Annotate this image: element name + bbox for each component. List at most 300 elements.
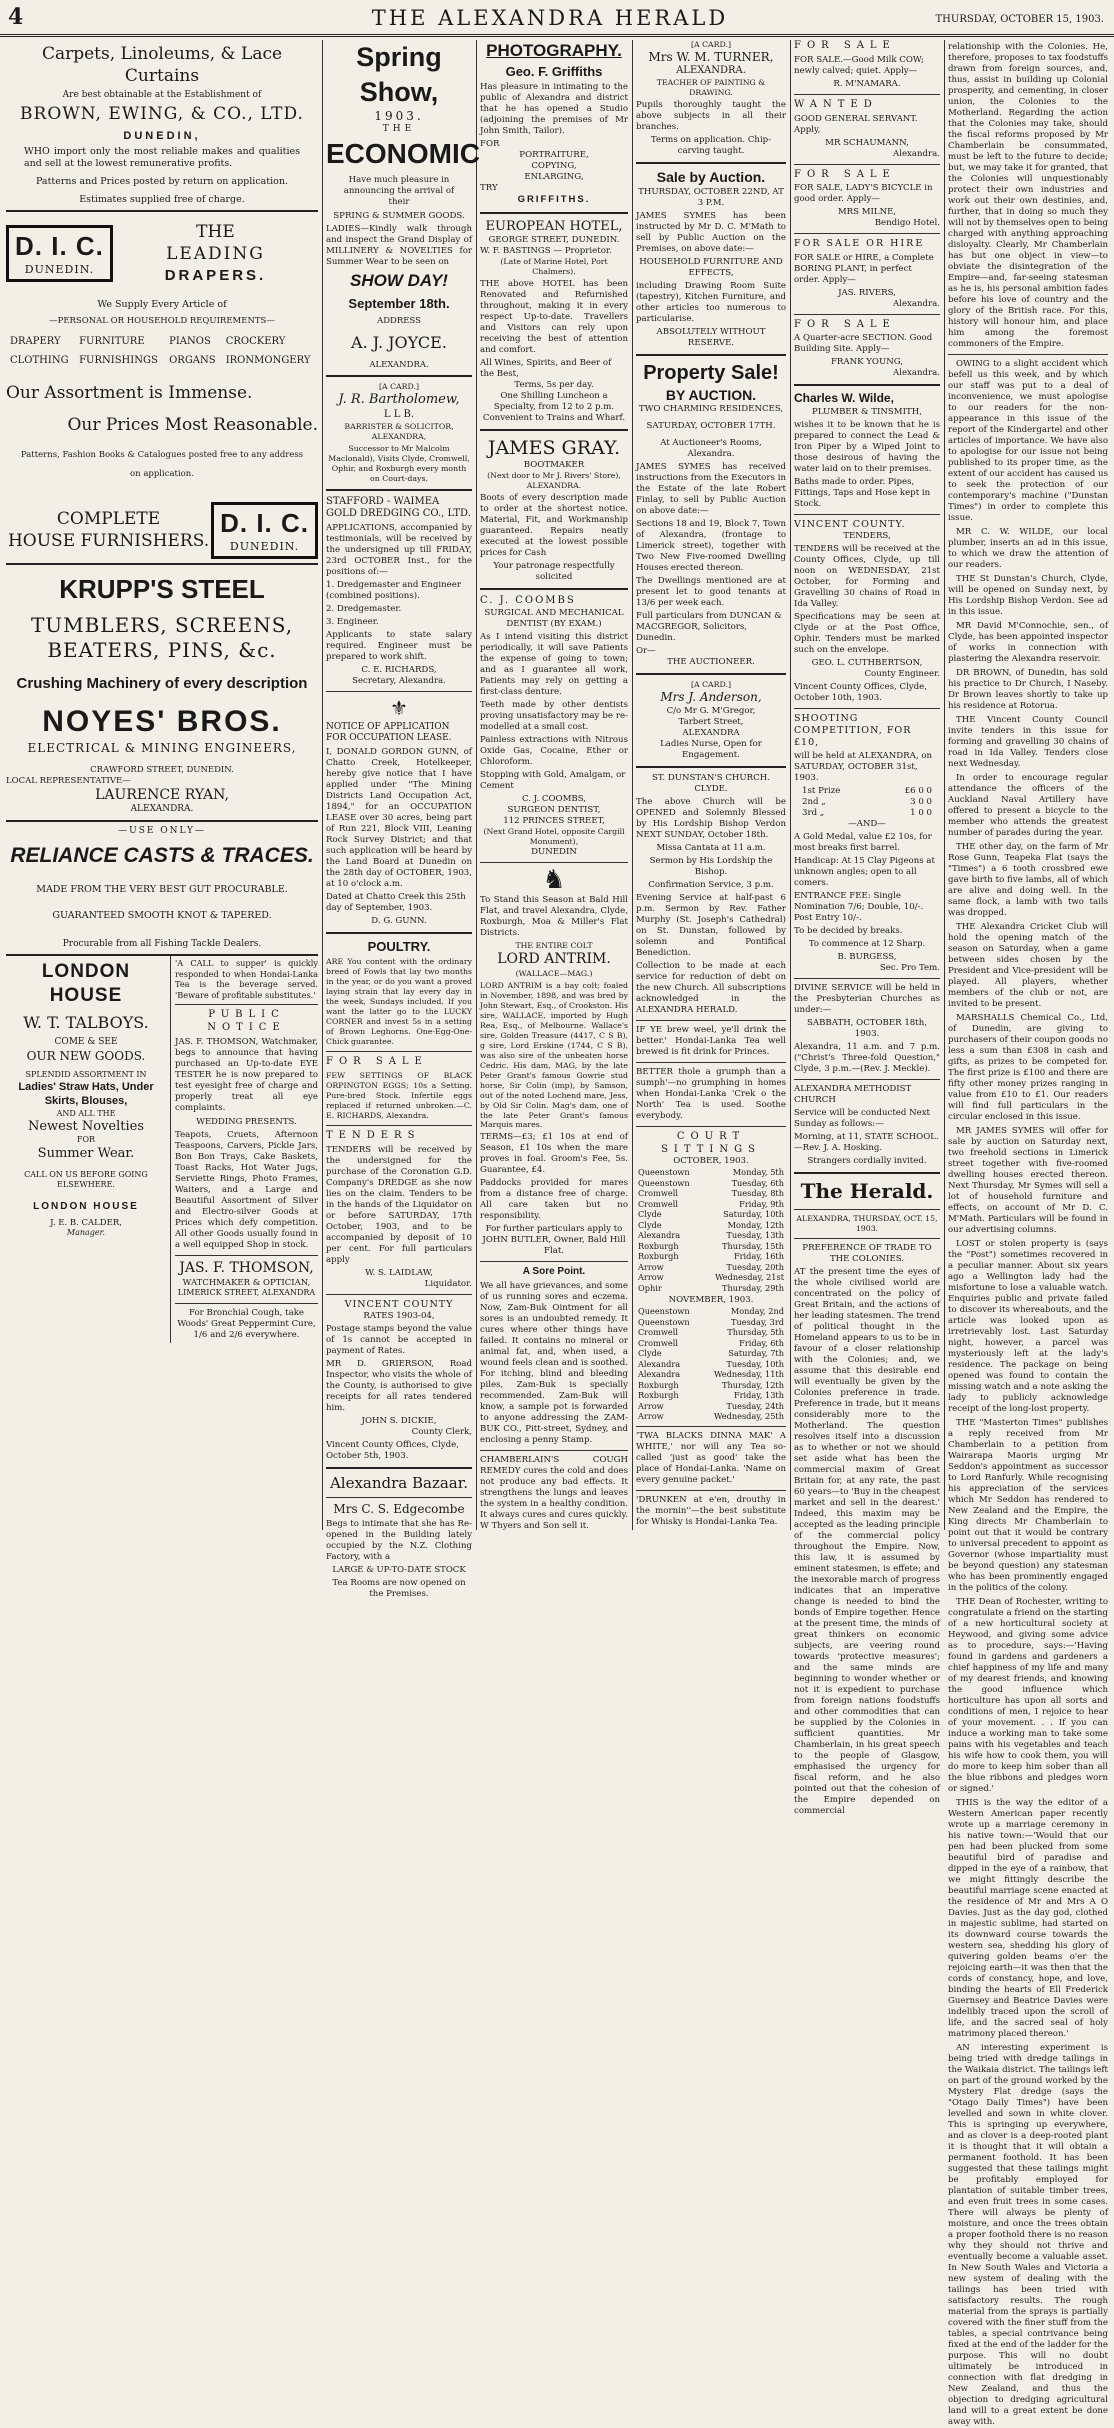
turner-body: Pupils thoroughly taught the above subjects in all their branches. <box>636 100 786 133</box>
court-october: OCTOBER, 1903. <box>673 1156 749 1167</box>
masthead <box>0 0 1114 37</box>
property-or: Or— <box>636 646 656 657</box>
court-row <box>636 1262 786 1273</box>
wilde-baths: Baths made to order. Pipes, Fittings, Taps and Hose kept in Stock. <box>794 476 931 509</box>
court-row <box>636 1338 786 1349</box>
wanted-body: GOOD GENERAL SERVANT. Apply, <box>794 113 918 135</box>
wilde-body: wishes it to be known that he is prepared to connect the Lead & Iron Piper by a Wiped Joint to those desirous of having the water laid on to their premises. <box>794 419 940 474</box>
turner-teacher: TEACHER OF PAINTING & DRAWING. <box>656 78 766 98</box>
stafford-applicants: Applicants to state salary required. Engineer must be prepared to work shift. <box>326 630 472 663</box>
show-date: September 18th. <box>348 295 450 311</box>
dic-the: THE <box>196 222 235 243</box>
court-row <box>636 1369 786 1380</box>
court-place: Cromwell <box>638 1188 678 1199</box>
gray-title: JAMES GRAY. <box>487 437 621 460</box>
news-item: THE Alexandra Cricket Club will hold the opening match of the season on Saturday, when a game between sides chosen by the President and Vice-president will be played. All players, whether members of the club or not, are invited to be present. <box>948 922 1108 1009</box>
news-item: LOST or stolen property is (says the "Post") sometimes recovered in a peculiar manner. About six years ago a Wellington lady had the misfortune to lose a valuable watch. Enquiries public and private failed to discover its whereabouts, and the article was looked upon as irretrievably lost. Last Saturday night, however, a parcel was mysteriously left at the lady's residence. The package on being opened was found to contain the missing watch and a note asking the lady to publicly acknowledge receipt of the long-lost property. <box>948 1239 1108 1414</box>
griffiths-service: PORTRAITURE, <box>519 150 589 161</box>
column-1 <box>6 40 318 1530</box>
editorial-continued: relationship with the Colonies. He, therefore, proposes to tax foodstuffs drawn from foreign sources, and, thus, assist in building up Colonial prosperity, and cementing, in closer union, the Colonies to the Motherland. Regarding the action that the Colonies may take, should the fiscal reforms proposed by Mr Chamberlain be consummated, must be left to the future to decide; but, we may take it for granted, that the Colonies will unquestionably protect their own industries and work out their own destinies, and, further, that in doing so much they will not by themselves open to being charged with anything approaching disloyalty. Clearly, Mr Chamberlain has but one object in view—to obviate the disintegration of the Empire—and, far-seeing statesman as he is, his personal ambition fades before his love of country and the glory of the British race. For this, history will honour him, and place him among the foremost commoners of the Empire. <box>948 42 1108 349</box>
court-nov-table <box>636 1306 786 1422</box>
carpets-town: DUNEDIN, <box>123 129 201 142</box>
court-row <box>636 1178 786 1189</box>
ad-bazaar <box>326 1474 472 1600</box>
hondai-drunken: 'DRUNKEN at e'en, drouthy in the mornin''—the best substitute for Whisky is Hondai-Lanka Tea. <box>636 1494 786 1527</box>
bicycle-town: Bendigo Hotel. <box>874 218 940 229</box>
property-auctioneer: THE AUCTIONEER. <box>667 657 755 668</box>
boring-town: Alexandra. <box>892 298 940 309</box>
antrim-title: LORD ANTRIM. <box>497 951 611 968</box>
london-house-footer: LONDON HOUSE <box>33 1200 139 1212</box>
dept-cell: DRAPERY <box>10 336 61 348</box>
poultry-body: ARE You content with the ordinary breed of Fowls that lay two months in the year, or do you want a proved laying strain that lay every day in the week, Sundays included. If you want the latter go to the LUCKY CORNER and invest 5s in a setting of Brown Leghorns. One-Egg-One-Chick guarantee. <box>326 957 472 1047</box>
court-place: Arrow <box>638 1272 664 1283</box>
shooting-burgess: B. BURGESS, <box>837 952 897 963</box>
court-date: Thursday, 12th <box>722 1379 784 1390</box>
london-also: AND ALL THE <box>56 1108 116 1118</box>
london-come: COME & SEE <box>54 1037 118 1048</box>
economic-have: Have much pleasure in announcing the arrival of their <box>343 174 455 207</box>
court-place: Roxburgh <box>638 1240 679 1251</box>
court-place: Cromwell <box>638 1337 678 1348</box>
auction-furniture: HOUSEHOLD FURNITURE AND EFFECTS, <box>639 256 783 278</box>
court-place: Cromwell <box>638 1327 678 1338</box>
barth-barrister: BARRISTER & SOLICITOR, ALEXANDRA, <box>344 421 454 441</box>
news-item: OWING to a slight accident which befell us this week, and by which our staff was put to a deal of inconvenience, we must apologise to our readers for the non-appearance in this issue of the report of the Kindergartel and other articles of importance. We have also to apologise for our issue not being published to its proper time, as the extent of our accident has caused us to seek the protection of our contemporary's machine ("Dunstan Times") in order to complete this issue. <box>948 359 1108 523</box>
lease-gunn: D. G. GUNN. <box>371 915 427 926</box>
dic-prices: Our Prices Most Reasonable. <box>67 414 318 435</box>
divine-body: Alexandra, 11 a.m. and 7 p.m. ("Christ's Three-fold Question," Clyde, 3 p.m.—(Rev. J. Meckle). <box>794 1042 940 1075</box>
bazaar-tearooms: Tea Rooms are now opened on the Premises. <box>332 1578 466 1600</box>
ad-forsale-section <box>794 319 940 380</box>
vcc-dickie: JOHN S. DICKIE, <box>361 1415 437 1426</box>
london-items: Ladies' Straw Hats, Under Skirts, Blouses, <box>18 1081 154 1108</box>
dunstan-body: The above Church will be OPENED and Solemnly Blessed by His Lordship Bishop Verdon NEXT SUNDAY, October 18th. <box>636 796 786 840</box>
vc-offices: Vincent County Offices, Clyde, October 10th, 1903. <box>794 681 927 703</box>
stafford-secretary: Secretary, Alexandra. <box>352 676 446 687</box>
carpets-body: WHO import only the most reliable makes and qualities and sell at the lowest remunerative profits. <box>24 145 300 169</box>
griffiths-service: ENLARGING, <box>524 172 584 183</box>
court-place: Arrow <box>638 1411 664 1422</box>
column-rule <box>632 40 633 1530</box>
shooting-entrance: ENTRANCE FEE: Single Nomination 7/6; Double, 10/-. Post Entry 10/-. <box>794 891 924 924</box>
stafford-position: 1. Dredgemaster and Engineer (combined positions). <box>326 580 461 602</box>
spring-year: 1903. <box>374 109 424 124</box>
joyce-town: ALEXANDRA. <box>369 359 429 370</box>
property-dwellings: The Dwellings mentioned are at present let to good tenants at 13/6 per week each. <box>636 576 786 609</box>
gray-patronage: Your patronage respectfully solicited <box>493 561 615 583</box>
carpets-estimates: Estimates supplied free of charge. <box>79 194 245 206</box>
court-place: Roxburgh <box>638 1379 679 1390</box>
public-notice-body: JAS. F. THOMSON, Watchmaker, begs to announce that having purchased an Up-to-date EYE TESTER he is now prepared to test eyesight free of charge and properly treat all eye complaints. <box>175 1036 318 1113</box>
vcc-clerk: County Clerk, <box>411 1426 472 1437</box>
lease-dated: Dated at Chatto Creek this 25th day of September, 1903. <box>326 891 466 913</box>
forsale-hire-title: FOR SALE OR HIRE <box>794 238 925 250</box>
court-row <box>636 1199 786 1210</box>
news-item: THIS is the way the editor of a Western American paper recently wrote up a marriage ceremony in his native town:—'Would that our pen had been plucked from some beautiful bird of paradise and dipped in the eye of a rainbow, that we might fittingly describe the beautiful marriage scene enacted at the residence of Mr and Mrs A O Davies. Just as the day god, clothed in majestic sublime, had started on its downward course towards the western sea, shedding his glory of quivering golden beams o'er the rejoicing earth—it was then that the cords of constancy, hope, and love, binding the hearts of Ell Frederick Guernsey and Beatrice Davies were indelibly traced upon the scroll of life, and the sacred seal of holy matrimony placed thereon.' <box>948 1798 1108 2039</box>
london-headline: LONDON HOUSE <box>41 961 131 1007</box>
coombs-painless: Painless extractions with Nitrous Oxide Gas, Cocaine, Ether or Chloroform. <box>480 735 628 768</box>
dic-logo-text: D. I. C. <box>220 508 309 539</box>
gray-address: (Next door to Mr J. Rivers' Store), ALEXANDRA. <box>487 471 621 491</box>
news-item: THE Dean of Rochester, writing to congratulate a friend on the starting of a new horticultural society at Heywood, and giving some advice as to procedure, says:—'Having found in gardens and gardeners a chief happiness of my life and many of my dearest friends, and knowing the good influence which horticulture has upon all sorts and conditions of men, I rejoice to hear of your movement. . . If you can induce a working man to take some pains with his vegetables and teach his wife how to cook them, you will do more to keep him sober than all the blue ribbons and pledges worn or signed.' <box>948 1597 1108 1794</box>
court-date: Wednesday, 25th <box>714 1411 784 1422</box>
newspaper-title: THE ALEXANDRA HERALD <box>371 6 729 30</box>
column-4 <box>636 40 786 1530</box>
court-row <box>636 1411 786 1422</box>
card-label: [A CARD.] <box>690 40 732 49</box>
court-date: Thursday, 15th <box>722 1240 784 1251</box>
hondai-twa: 'TWA BLACKS DINNA MAK' A WHITE,' nor will any Tea so-called 'just as good' take the place of Hondai-Lanka. 'Name on every genuine packet.' <box>636 1430 786 1485</box>
card-bartholomew <box>326 382 472 483</box>
lease-title: NOTICE OF APPLICATION FOR OCCUPATION LEASE. <box>326 721 452 744</box>
thomson-trade: WATCHMAKER & OPTICIAN, <box>182 1277 311 1288</box>
dunstan-collection: Collection to be made at each service for reduction of debt on the new Church. All subscriptions acknowledged in the ALEXANDRA HERALD. <box>636 960 786 1015</box>
joyce-name: A. J. JOYCE. <box>351 333 447 353</box>
news-item: MARSHALLS Chemical Co., Ltd, of Dunedin, are giving to purchasers of their coupon goods no less a sum than £308 in cash and gifts, as prizes to be competed for. The first prize is £100 and there are fifty other money prizes ranging in value from £10 to £1. Our readers will find full particulars in the circular enclosed in this issue. <box>948 1013 1108 1122</box>
prize-row <box>794 797 940 808</box>
dept-cell: CLOTHING <box>10 354 69 366</box>
carpets-patterns: Patterns and Prices posted by return on application. <box>35 176 289 188</box>
auction-date: THURSDAY, OCTOBER 22ND, AT 3 P.M. <box>638 186 784 208</box>
shooting-medal: A Gold Medal, value £2 10s, for most breaks first barrel. <box>794 832 932 854</box>
prize-place: 2nd „ <box>802 797 826 808</box>
vcc-title: VINCENT COUNTY <box>344 1298 454 1310</box>
ad-london-house <box>6 956 171 1342</box>
dunstan-missa: Missa Cantata at 11 a.m. <box>656 842 766 853</box>
divine-service: DIVINE SERVICE will be held in the Presbyterian Churches as under:— <box>794 983 940 1016</box>
forsale-title: FOR SALE <box>326 1056 428 1068</box>
court-date: Monday, 2nd <box>730 1306 784 1317</box>
ad-orpington <box>326 1056 472 1121</box>
court-date: Monday, 12th <box>727 1219 784 1230</box>
column-2 <box>326 40 480 1600</box>
hotel-body: THE above HOTEL has been Renovated and Refurnished throughout, making it in every respect Up-to-date. Travellers and Visitors can rely upon receiving the best of attention and comfort. <box>480 279 628 356</box>
card-anderson <box>636 680 786 760</box>
krupp-line1: TUMBLERS, SCREENS, <box>30 612 294 637</box>
stafford-position: 3. Engineer. <box>326 617 379 628</box>
court-date: Wednesday, 21st <box>715 1272 784 1283</box>
court-sittings <box>636 1131 786 1422</box>
property-rooms: At Auctioneer's Rooms, Alexandra. <box>660 438 762 460</box>
krupp-line2: BEATERS, PINS, &c. <box>47 638 277 663</box>
ad-poultry <box>326 939 472 1047</box>
vcc-office: Vincent County Offices, Clyde, October 5th, 1903. <box>326 1439 459 1461</box>
hotel-street: GEORGE STREET, DUNEDIN. <box>488 235 620 246</box>
gray-trade: BOOTMAKER <box>523 460 585 471</box>
court-date: Tuesday, 24th <box>726 1400 784 1411</box>
court-place: Alexandra <box>638 1230 681 1241</box>
property-date: SATURDAY, OCTOBER 17TH. <box>646 421 776 432</box>
prize-amount: £6 0 0 <box>904 786 932 797</box>
column-rule <box>322 40 323 1530</box>
court-row <box>636 1306 786 1317</box>
news-item: THE Vincent County Council invite tenders in this issue for forming and gravelling 30 chains of road in Ida Valley. Tenders close next Wednesday. <box>948 715 1108 769</box>
shooting-prizes <box>794 786 940 819</box>
tenders-title: TENDERS <box>326 1129 421 1141</box>
column-6 <box>948 40 1108 2427</box>
court-row <box>636 1209 786 1220</box>
court-place: Roxburgh <box>638 1251 679 1262</box>
dic-complete: COMPLETE <box>56 508 161 529</box>
ad-reliance <box>6 822 318 956</box>
antrim-pedigree: (WALLACE—MAG.) <box>515 968 593 978</box>
thomson-name: JAS. F. THOMSON, <box>179 1259 314 1276</box>
noyes-street: CRAWFORD STREET, DUNEDIN. <box>90 764 234 775</box>
court-date: Friday, 9th <box>739 1198 784 1209</box>
court-oct-table <box>636 1167 786 1293</box>
editorial-headline: PREFERENCE OF TRADE TO THE COLONIES. <box>802 1242 932 1264</box>
ad-stafford <box>326 496 472 688</box>
prize-place: 3rd „ <box>802 808 825 819</box>
dic-fashion: Patterns, Fashion Books & Catalogues posted free to any address <box>20 450 304 461</box>
row-london <box>6 956 318 1342</box>
hotel-title: EUROPEAN HOTEL, <box>485 218 623 234</box>
cow-name: R. M'NAMARA. <box>833 78 901 89</box>
woods-cough: For Bronchial Cough, take Woods' Great Peppermint Cure, 1/6 and 2/6 everywhere. <box>177 1307 316 1340</box>
court-row <box>636 1220 786 1231</box>
editorial-dateline: ALEXANDRA, THURSDAY, OCT. 15, 1903. <box>796 1213 938 1233</box>
court-row <box>636 1317 786 1328</box>
hotel-late: (Late of Marine Hotel, Port Chalmers). <box>500 257 608 277</box>
prize-row <box>794 808 940 819</box>
sore-body: We all have grievances, and some of us running sores and eczema. Now, Zam-Buk Ointment for all sores is an undoubted remedy. It cures where other things have failed. It contains no mineral or animal fat, and, when used, a wound feels clean and is soothed. For itching, blind and bleeding piles, Zam-Buk is specially recommended. Zam-Buk will know, a sample pot is forwarded to anyone addressing the ZAM-BUK CO., Pitt-street, Sydney, and enclosing a penny Stamp. <box>480 1281 628 1446</box>
gray-body: Boots of every description made to order at the shortest notice. Material, Fit, and Workmanship guaranteed. Repairs neatly executed at the lowest possible prices for Cash <box>480 493 628 559</box>
court-place: Queenstown <box>638 1316 690 1327</box>
hondai-wee: IF YE brew weel, ye'll drink the better.' Hondai-Lanka Tea well brewed is fit drink for Princes. <box>636 1024 786 1057</box>
dic-supply: We Supply Every Article of <box>97 299 227 311</box>
shooting-sec: Sec. Pro Tem. <box>879 963 940 974</box>
court-row <box>636 1327 786 1338</box>
reliance-guaranteed: GUARANTEED SMOOTH KNOT & TAPERED. <box>52 910 272 922</box>
shooting-commence: To commence at 12 Sharp. <box>808 939 926 950</box>
hotel-lunch: One Shilling Luncheon a Specialty, from 12 to 2 p.m. <box>493 391 615 413</box>
boring-name: JAS. RIVERS, <box>838 287 896 298</box>
forsale-title: FOR SALE <box>794 318 896 330</box>
page-number: 4 <box>8 4 24 30</box>
court-place: Clyde <box>638 1348 662 1359</box>
orpington-body: FEW SETTINGS OF BLACK ORPINGTON EGGS; 10s a Setting. Pure-bred Stock. Infertile eggs replaced if returned unbroken.—C. E. RICHARDS, Alexandra. <box>326 1070 472 1120</box>
reliance-made: MADE FROM THE VERY BEST GUT PROCURABLE. <box>36 884 288 896</box>
stafford-position: 2. Dredgemaster. <box>326 604 402 615</box>
court-date: Friday, 6th <box>739 1337 784 1348</box>
property-body: JAMES SYMES has received instructions from the Executors in the Estate of the late Robert Finlay, to sell by Public Auction on above date:— <box>636 462 786 517</box>
noyes-rep: LAURENCE RYAN, <box>95 786 229 803</box>
dept-cell: PIANOS <box>169 336 211 348</box>
sore-title: A Sore Point. <box>522 1266 586 1278</box>
court-date: Thursday, 29th <box>722 1282 784 1293</box>
court-date: Tuesday, 13th <box>726 1230 784 1241</box>
vc-cuthbertson: GEO. L. CUTHBERTSON, <box>811 657 923 668</box>
dic-assortment: Our Assortment is Immense. <box>6 382 253 403</box>
ad-photography <box>480 40 628 207</box>
wilde-title: Charles W. Wilde, <box>794 391 894 406</box>
griffiths-footer: GRIFFITHS. <box>517 194 591 206</box>
show-day: SHOW DAY! <box>350 270 448 290</box>
methodist-title: ALEXANDRA METHODIST CHURCH <box>794 1084 912 1106</box>
hotel-wines: All Wines, Spirits, and Beer of the Best, <box>480 358 612 380</box>
barth-llb: L L B. <box>383 408 415 420</box>
call-to-supper: 'A CALL to supper' is quickly responded to when Hondai-Lanka Tea is the beverage served. 'Beware of profitable substitutes.' <box>175 958 318 1000</box>
court-date: Friday, 13th <box>733 1390 784 1401</box>
anderson-nurse: Ladies Nurse, Open for Engagement. <box>660 738 762 760</box>
noyes-headline: NOYES' BROS. <box>42 705 282 739</box>
news-items <box>948 359 1108 2428</box>
prize-row <box>794 786 940 797</box>
section-name: FRANK YOUNG, <box>830 357 904 368</box>
dunstan-sermon: Sermon by His Lordship the Bishop. <box>649 855 773 877</box>
griffiths-try: TRY <box>480 183 498 194</box>
ad-lease-notice <box>326 696 472 927</box>
property-byauction: BY AUCTION. <box>665 386 757 403</box>
london-newest: Newest Novelties <box>27 1118 145 1134</box>
court-place: Queenstown <box>638 1177 690 1188</box>
court-place: Queenstown <box>638 1167 690 1178</box>
carpets-firm: BROWN, EWING, & CO., LTD. <box>20 104 304 125</box>
news-item: THE St Dunstan's Church, Clyde, will be opened on Sunday next, by His Lordship Bishop Verdon. See ad in this issue. <box>948 574 1108 617</box>
economic-ladies: LADIES—Kindly walk through and inspect the Grand Display of MILLINERY & NOVELTIES for Summer Wear to be seen on <box>326 223 472 267</box>
ad-forsale-hire <box>794 238 940 309</box>
ad-coombs <box>480 595 628 858</box>
dic-logo-2 <box>211 502 318 559</box>
court-date: Wednesday, 11th <box>714 1369 784 1380</box>
court-date: Tuesday, 6th <box>731 1177 784 1188</box>
court-row <box>636 1283 786 1294</box>
lease-body: I, DONALD GORDON GUNN, of Chatto Creek, Hotelkeeper, hereby give notice that I have applied under "The Mining Districts Land Occupation Act, 1894," for an OCCUPATION LEASE over 30 acres, being part of Run 221, Block VIII, Leaning Rock Survey District; and that such application will be heard by the Land Board at Dunedin on the 28th day of OCTOBER, 1903, at 10 o'clock a.m. <box>326 746 472 889</box>
court-row <box>636 1188 786 1199</box>
dunstan-clyde: CLYDE. <box>694 783 728 794</box>
london-goods: OUR NEW GOODS. <box>26 1048 146 1063</box>
property-residences: TWO CHARMING RESIDENCES, <box>638 404 784 415</box>
shooting-handicap: Handicap: At 15 Clay Pigeons at unknown angles; open to all comers. <box>794 856 935 889</box>
court-place: Alexandra <box>638 1369 681 1380</box>
antrim-entire: THE ENTIRE COLT <box>515 941 593 951</box>
london-call: CALL ON US BEFORE GOING ELSEWHERE. <box>24 1170 148 1190</box>
antrim-butler: For further particulars apply to JOHN BUTLER, Owner, Bald Hill Flat. <box>482 1224 626 1257</box>
court-title: COURT SITTINGS <box>661 1130 761 1155</box>
bicycle-name: MRS MILNE, <box>837 207 897 218</box>
ad-tenders <box>326 1130 472 1290</box>
stafford-body: APPLICATIONS, accompanied by testimonials, will be received by the undersigned up till FRIDAY, 23rd OCTOBER Inst., for the positions of:— <box>326 523 472 578</box>
vcc-grierson: MR D. GRIERSON, Road Inspector, who visits the whole of the County, is authorised to give receipts for all rates tendered him. <box>326 1358 472 1413</box>
dic-house-furnishers: HOUSE FURNISHERS. <box>7 530 210 551</box>
court-date: Friday, 16th <box>733 1251 784 1262</box>
court-row <box>636 1390 786 1401</box>
dept-cell: IRONMONGERY <box>225 354 311 366</box>
cow-body: FOR SALE.—Good Milk COW; newly calved; quiet. Apply— <box>794 54 924 76</box>
vc-title: VINCENT COUNTY. <box>794 518 906 530</box>
court-date: Tuesday, 3rd <box>730 1316 784 1327</box>
carpets-sub: Are best obtainable at the Establishment of <box>62 89 262 100</box>
wanted-town: Alexandra. <box>892 148 940 159</box>
stafford-title: STAFFORD - WAIMEA GOLD DREDGING CO., LTD. <box>326 495 471 520</box>
poultry-title: POULTRY. <box>367 938 431 954</box>
barth-name: J. R. Bartholomew, <box>338 392 460 408</box>
bicycle-body: FOR SALE, LADY'S BICYCLE in good order. Apply— <box>794 183 933 205</box>
dept-cell: ORGANS <box>169 354 216 366</box>
antrim-stand: To Stand this Season at Bald Hill Flat, and travel Alexandra, Clyde, Roxburgh, Moa & Miller's Flat Districts. <box>480 895 628 939</box>
court-place: Ophir <box>638 1282 662 1293</box>
dic-logo <box>6 225 113 282</box>
dunstan-evening: Evening Service at half-past 6 p.m. Sermon by Rev. Father Murphy (St. Joseph's Cathedral) on St. Dunstan, followed by solemn and Pontifical Benediction. <box>636 892 786 958</box>
noyes-eng: ELECTRICAL & MINING ENGINEERS, <box>27 741 297 756</box>
tenders-body: TENDERS will be received by the undersigned for the purchase of the Coronation G.D. Company's DREDGE as she now lies on the claim. Tenders to be in the hands of the Liquidator on or before SATURDAY, 17th October, 1903, and to be accompanied by deposit of 10 per cent. For full particulars apply <box>326 1144 472 1265</box>
wilde-trade: PLUMBER & TINSMITH, <box>812 406 922 417</box>
turner-name: Mrs W. M. TURNER, <box>648 49 774 64</box>
coombs-opposite: (Next Grand Hotel, opposite Cargill Monument), <box>483 827 625 847</box>
court-row <box>636 1348 786 1359</box>
shooting-body: will be held at ALEXANDRA, on SATURDAY, OCTOBER 31st, 1903. <box>794 751 933 784</box>
court-row <box>636 1401 786 1412</box>
london-splendid: SPLENDID ASSORTMENT IN <box>25 1070 147 1080</box>
economic-name: ECONOMIC <box>326 137 480 169</box>
photo-title: PHOTOGRAPHY. <box>486 41 622 60</box>
auction-body: JAMES SYMES has been instructed by Mr D. C. M'Math to sell by Public Auction on the Premises, on above date:— <box>636 210 786 254</box>
methodist-strangers: Strangers cordially invited. <box>807 1156 927 1167</box>
wedding-body: Teapots, Cruets, Afternoon Teaspoons, Carvers, Pickle Jars, Bon Bon Trays, Cake Baskets, Toast Racks, Hot Water Jugs, Serviette Rings, Photo Frames, Waiters, and a Large and Beautiful Assortment of Silver and Electro-silver Goods at Prices which defy competition. All other Goods usually found in a well equipped Shop in stock. <box>175 1129 318 1250</box>
ad-shooting <box>794 713 940 974</box>
ad-krupp <box>6 565 318 822</box>
card-label: [A CARD.] <box>690 680 732 690</box>
turner-terms: Terms on application. Chip-carving taught. <box>650 135 772 157</box>
antrim-body: LORD ANTRIM is a bay colt; foaled in November, 1898, and was bred by John Stewart, Esq., of Crookston. His sire, WALLACE, imported by Hugh Rea, Esq., of Melbourne. Wallace's sire, Golden Treasure (4417, C S B), g sire, Lord Erskine (1744, C S B), was also sire of the unbeaten horse Cedric. His dam, MAG, by the late Peter Grant's famous Gowrie stud horse, Sir Colin (imp), by Samson, out of the noted Lochend mare, Jess, by Old Sir Colin. Mag's dam, one of the late Peter Grant's famous Marquis mares. <box>480 980 628 1130</box>
dunstan-title: ST. DUNSTAN'S CHURCH. <box>652 772 770 783</box>
issue-date: THURSDAY, OCTOBER 15, 1903. <box>935 14 1104 25</box>
vc-tenders: TENDERS, <box>843 530 891 541</box>
dic-onapp: on application. <box>130 469 194 480</box>
ad-forsale-cow <box>794 40 940 90</box>
auction-title: Sale by Auction. <box>656 169 766 186</box>
stafford-richards: C. E. RICHARDS, <box>361 665 437 676</box>
court-row <box>636 1272 786 1283</box>
dic-requirements: —PERSONAL OR HOUSEHOLD REQUIREMENTS— <box>49 316 275 327</box>
griffiths-for: FOR <box>480 139 500 150</box>
dept-cell: FURNISHINGS <box>79 354 158 366</box>
carpets-headline: Carpets, Linoleums, & Lace Curtains <box>41 44 283 86</box>
court-date: Tuesday, 8th <box>731 1188 784 1199</box>
property-particulars: Full particulars from DUNCAN & MACGREGOR, Solicitors, Dunedin. <box>636 611 782 644</box>
court-row <box>636 1167 786 1178</box>
coombs-name: C. J. COOMBS, <box>521 794 587 805</box>
ad-carpets <box>6 40 318 212</box>
ad-st-dunstan <box>636 773 786 1016</box>
court-place: Arrow <box>638 1261 664 1272</box>
column-rule <box>476 40 477 1530</box>
bazaar-edgecombe: Mrs C. S. Edgecombe <box>333 1501 465 1516</box>
ad-forsale-bicycle <box>794 169 940 230</box>
vc-body: TENDERS will be received at the County Offices, Clyde, up till noon on WEDNESDAY, 21st October, for Forming and Gravelling 30 chains of Road in Ida Valley. <box>794 543 940 609</box>
noyes-reptown: ALEXANDRA. <box>130 804 194 815</box>
ad-wilde <box>794 391 940 509</box>
dic-leading: LEADING <box>166 244 265 265</box>
dic-drapers: DRAPERS. <box>164 266 267 284</box>
court-date: Thursday, 5th <box>727 1327 784 1338</box>
news-item: MR C. W. WILDE, our local plumber, inserts an ad in this issue, to which we draw the attention of our readers. <box>948 527 1108 570</box>
card-label: [A CARD.] <box>378 382 420 392</box>
column-5 <box>794 40 940 1816</box>
griffiths-name: Geo. F. Griffiths <box>505 63 603 79</box>
court-date: Tuesday, 10th <box>726 1358 784 1369</box>
prize-amount: 1 0 0 <box>910 808 932 819</box>
dic-logo-town: DUNEDIN. <box>24 263 95 277</box>
turner-town: ALEXANDRA. <box>676 65 746 77</box>
wedding-title: WEDDING PRESENTS. <box>196 1116 297 1127</box>
card-turner <box>636 40 786 157</box>
tenders-liquidator: Liquidator. <box>424 1278 472 1289</box>
methodist-time: Morning, at 11, STATE SCHOOL.—Rev. J. A. Hosking. <box>794 1132 939 1154</box>
reliance-headline: RELIANCE CASTS & TRACES. <box>10 844 314 868</box>
column-rule <box>790 40 791 1530</box>
